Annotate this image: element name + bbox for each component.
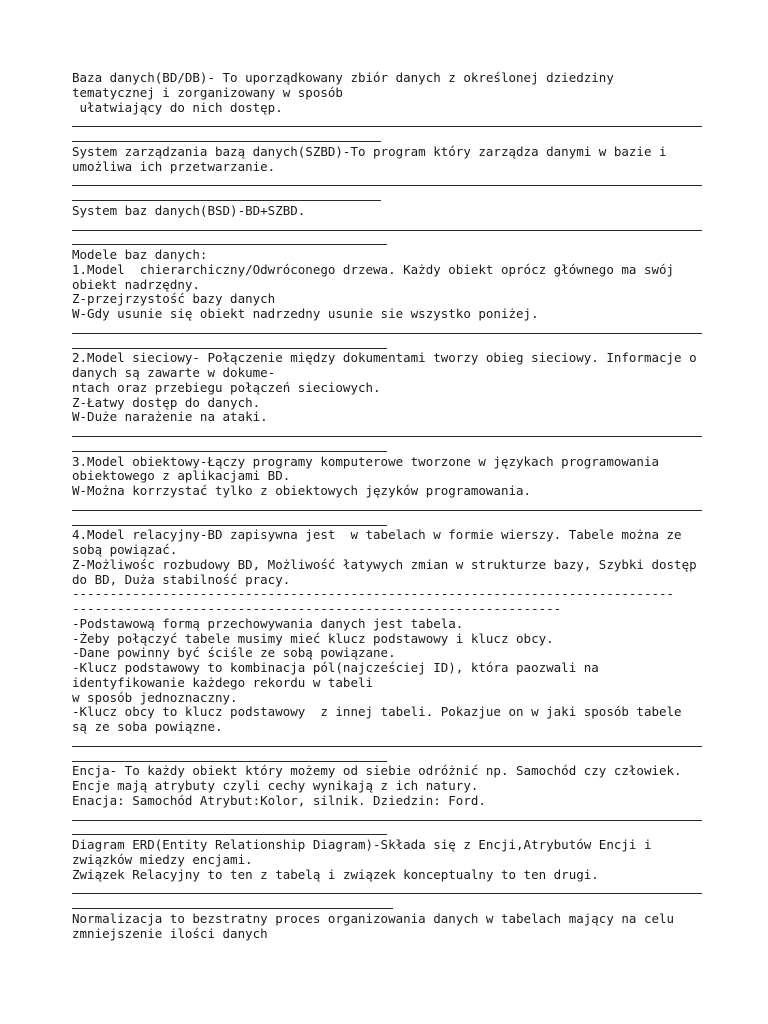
text-line: Modele baz danych:	[72, 248, 208, 262]
separator-rule-partial	[72, 514, 702, 529]
text-line: -Klucz obcy to klucz podstawowy z innej tabeli. Pokazjue on w jaki sposób tabele	[72, 705, 682, 720]
separator-rule-full	[72, 809, 702, 824]
text-line: obiekt nadrzędny.	[72, 277, 200, 292]
separator-rule-partial	[72, 189, 702, 204]
text-line: W-Gdy usunie się obiekt nadrzedny usunie sie wszystko poniżej.	[72, 307, 539, 321]
text-line: W-Duże narażenie na ataki.	[72, 410, 268, 425]
text-line: w sposób jednoznaczny.	[72, 690, 238, 705]
text-line: danych są zawarte w dokume-	[72, 366, 276, 380]
separator-rule-partial	[72, 337, 702, 352]
text-line: zmniejszenie ilości danych	[72, 926, 268, 941]
text-line: identyfikowanie każdego rekordu w tabeli	[72, 675, 374, 690]
text-line: -Podstawową formą przechowywania danych jest tabela.	[72, 616, 464, 631]
separator-rule-full	[72, 322, 702, 337]
separator-rule-full	[72, 735, 702, 750]
text-line: Diagram ERD(Entity Relationship Diagram)-Składa się z Encji,Atrybutów Encji i	[72, 838, 652, 852]
text-line: 2.Model sieciowy- Połączenie między dokumentami tworzy obieg sieciowy. Informacje o	[72, 351, 697, 366]
text-line: Baza danych(BD/DB)- To uporządkowany zbiór danych z określonej dziedziny	[72, 71, 614, 85]
document-body	[72, 71, 702, 941]
text-line: do BD, Duża stabilność pracy.	[72, 572, 291, 587]
text-line: Z-Łatwy dostęp do danych.	[72, 395, 261, 410]
text-line: są ze soba powiązne.	[72, 720, 223, 734]
text-line: tematycznej i zorganizowany w sposób	[72, 85, 343, 100]
text-line: Encje mają atrybuty czyli cechy wynikają z ich natury.	[72, 779, 479, 793]
text-line: sobą powiązać.	[72, 543, 178, 557]
text-line: Związek Relacyjny to ten z tabelą i związek konceptualny to ten drugi.	[72, 867, 599, 882]
separator-rule-partial	[72, 897, 702, 912]
separator-rule-full	[72, 115, 702, 130]
text-line: -Żeby połączyć tabele musimy mieć klucz podstawowy i klucz obcy.	[72, 631, 554, 646]
separator-rule-full	[72, 499, 702, 514]
text-line: obiektowego z aplikacjami BD.	[72, 469, 291, 484]
text-line: 3.Model obiektowy-Łączy programy komputerowe tworzone w językach programowania	[72, 454, 659, 469]
text-line: System baz danych(BSD)-BD+SZBD.	[72, 203, 306, 218]
separator-rule-partial	[72, 130, 702, 145]
text-line: ntach oraz przebiegu połączeń sieciowych.	[72, 380, 381, 395]
separator-rule-full	[72, 174, 702, 189]
text-line: Z-przejrzystość bazy danych	[72, 292, 276, 307]
text-line: Enacja: Samochód Atrybut:Kolor, silnik. Dziedzin: Ford.	[72, 793, 486, 808]
text-line: System zarządzania bazą danych(SZBD)-To program który zarządza danymi w bazie i	[72, 144, 667, 159]
text-line: związków miedzy encjami.	[72, 852, 253, 867]
text-line: Normalizacja to bezstratny proces organizowania danych w tabelach mający na celu	[72, 911, 675, 926]
text-line: Z-Możliwośc rozbudowy BD, Możliwość łatywych zmian w strukturze bazy, Szybki dostęp	[72, 557, 697, 572]
text-line: --------------------------------------------------------------------------------	[72, 587, 675, 602]
text-line: -Dane powinny być ściśle ze sobą powiązane.	[72, 646, 396, 661]
text-line: ułatwiający do nich dostęp.	[72, 100, 283, 115]
separator-rule-partial	[72, 440, 702, 455]
text-line: W-Można korrzystać tylko z obiektowych języków programowania.	[72, 484, 532, 498]
text-line: -----------------------------------------------------------------	[72, 602, 562, 616]
separator-rule-full	[72, 425, 702, 440]
separator-rule-full	[72, 882, 702, 897]
separator-rule-partial	[72, 823, 702, 838]
text-line: 1.Model chierarchiczny/Odwróconego drzewa. Każdy obiekt oprócz głównego ma swój	[72, 262, 675, 277]
separator-rule-partial	[72, 750, 702, 765]
text-line: -Klucz podstawowy to kombinacja pól(najcześciej ID), która paozwali na	[72, 661, 599, 675]
text-line: umożliwa ich przetwarzanie.	[72, 159, 276, 174]
text-line: 4.Model relacyjny-BD zapisywna jest w tabelach w formie wierszy. Tabele można ze	[72, 528, 682, 543]
separator-rule-partial	[72, 233, 702, 248]
text-line: Encja- To każdy obiekt który możemy od siebie odróżnić np. Samochód czy człowiek.	[72, 764, 682, 779]
separator-rule-full	[72, 219, 702, 234]
